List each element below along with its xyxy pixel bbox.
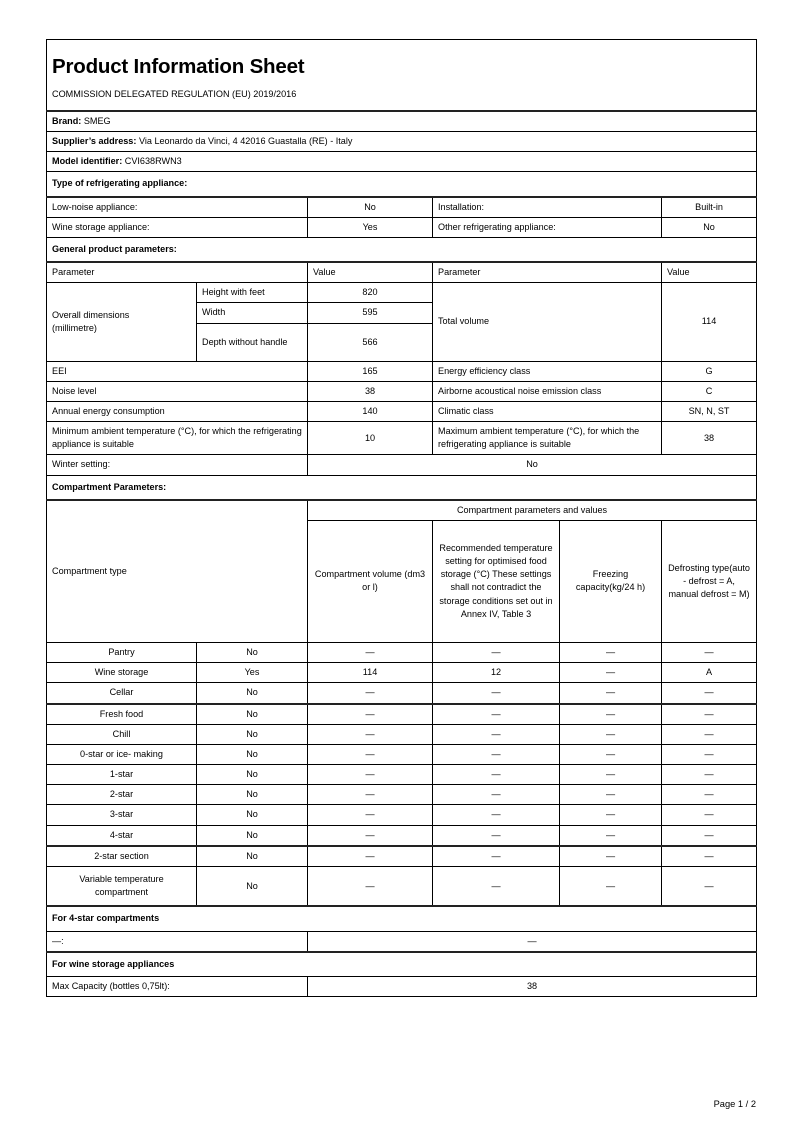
- compartment-freezing-chill: —: [560, 724, 662, 744]
- brand-label: Brand:: [52, 115, 82, 126]
- model-identifier-cell: [47, 152, 757, 172]
- compartment-type-header: Compartment type: [47, 500, 308, 643]
- compartment-temperature-2-star-section: —: [433, 846, 560, 867]
- brand-value: SMEG: [83, 115, 111, 126]
- compartment-present-2-star-section: No: [197, 846, 308, 867]
- compartment-freezing-variable-temperature: —: [560, 866, 662, 906]
- compartment-volume-chill: —: [308, 724, 433, 744]
- compartment-type-chill: Chill: [47, 724, 197, 744]
- noise-level-label: Noise level: [47, 381, 308, 401]
- compartment-values-group-header: Compartment parameters and values: [308, 500, 757, 521]
- compartment-group-header-row: [47, 500, 757, 521]
- airborne-noise-class-value: C: [662, 381, 757, 401]
- compartment-volume-fresh-food: —: [308, 704, 433, 725]
- compartment-volume-wine-storage: 114: [308, 663, 433, 683]
- table-row: [47, 744, 757, 764]
- ambient-temperature-row: [47, 422, 757, 455]
- compartment-defrosting-cellar: —: [662, 683, 757, 704]
- compartment-freezing-wine-storage: —: [560, 663, 662, 683]
- page-title: Product Information Sheet: [52, 55, 305, 78]
- width-label: Width: [197, 303, 308, 323]
- low-noise-label: Low-noise appliance:: [47, 197, 308, 218]
- width-value: 595: [308, 303, 433, 323]
- max-capacity-row: [47, 976, 757, 996]
- compartment-present-3-star: No: [197, 805, 308, 825]
- compartment-present-1-star: No: [197, 765, 308, 785]
- table-row: [47, 642, 757, 662]
- compartment-temperature-pantry: —: [433, 642, 560, 662]
- four-star-value: —: [308, 931, 757, 952]
- brand-row: [47, 111, 757, 132]
- max-capacity-label: Max Capacity (bottles 0,75lt):: [47, 976, 308, 996]
- compartment-present-2-star: No: [197, 785, 308, 805]
- model-identifier-label: Model identifier:: [52, 156, 123, 167]
- compartment-temperature-2-star: —: [433, 785, 560, 805]
- compartment-parameters-section-row: [47, 475, 757, 500]
- compartment-volume-0-star: —: [308, 744, 433, 764]
- max-capacity-value: 38: [308, 976, 757, 996]
- compartment-volume-header: Compartment volume (dm3 or l): [308, 520, 433, 642]
- general-parameters-header-row: [47, 262, 757, 283]
- low-noise-value: No: [308, 197, 433, 218]
- model-identifier-value: CVI638RWN3: [124, 156, 182, 167]
- compartment-volume-3-star: —: [308, 805, 433, 825]
- climatic-class-label: Climatic class: [433, 401, 662, 421]
- max-ambient-temperature-value: 38: [662, 422, 757, 455]
- table-row: [47, 846, 757, 867]
- compartment-type-2-star: 2-star: [47, 785, 197, 805]
- compartment-volume-cellar: —: [308, 683, 433, 704]
- freezing-capacity-header: Freezing capacity(kg/24 h): [560, 520, 662, 642]
- compartment-defrosting-variable-temperature: —: [662, 866, 757, 906]
- compartment-temperature-variable-temperature: —: [433, 866, 560, 906]
- supplier-address-value: Via Leonardo da Vinci, 4 42016 Guastalla (RE) - Italy: [138, 136, 353, 147]
- general-parameters-section-title: General product parameters:: [47, 237, 757, 262]
- four-star-section-title: For 4-star compartments: [47, 906, 757, 931]
- table-row: [47, 724, 757, 744]
- compartment-type-variable-temperature: Variable temperature compartment: [47, 866, 197, 906]
- compartment-type-fresh-food: Fresh food: [47, 704, 197, 725]
- table-row: [47, 765, 757, 785]
- climatic-class-value: SN, N, ST: [662, 401, 757, 421]
- annual-energy-consumption-row: [47, 401, 757, 421]
- table-row: [47, 825, 757, 846]
- min-ambient-temperature-label: Minimum ambient temperature (°C), for which the refrigerating appliance is suitable: [47, 422, 308, 455]
- compartment-volume-2-star-section: —: [308, 846, 433, 867]
- wine-storage-section-row: [47, 952, 757, 977]
- compartment-volume-variable-temperature: —: [308, 866, 433, 906]
- compartment-present-cellar: No: [197, 683, 308, 704]
- winter-setting-label: Winter setting:: [47, 455, 308, 475]
- compartment-volume-1-star: —: [308, 765, 433, 785]
- height-with-feet-value: 820: [308, 283, 433, 303]
- min-ambient-temperature-value: 10: [308, 422, 433, 455]
- compartment-present-wine-storage: Yes: [197, 663, 308, 683]
- defrosting-type-header: Defrosting type(auto - defrost = A, manual defrost = M): [662, 520, 757, 642]
- max-ambient-temperature-label: Maximum ambient temperature (°C), for which the refrigerating appliance is suitable: [433, 422, 662, 455]
- eei-row: [47, 361, 757, 381]
- energy-efficiency-class-label: Energy efficiency class: [433, 361, 662, 381]
- compartment-present-0-star: No: [197, 744, 308, 764]
- wine-storage-appliance-row: [47, 217, 757, 237]
- compartment-freezing-4-star: —: [560, 825, 662, 846]
- height-with-feet-label: Height with feet: [197, 283, 308, 303]
- winter-setting-value: No: [308, 455, 757, 475]
- annual-energy-consumption-label: Annual energy consumption: [47, 401, 308, 421]
- appliance-type-section-title: Type of refrigerating appliance:: [47, 172, 757, 197]
- annual-energy-consumption-value: 140: [308, 401, 433, 421]
- compartment-volume-pantry: —: [308, 642, 433, 662]
- compartment-defrosting-fresh-food: —: [662, 704, 757, 725]
- compartment-freezing-cellar: —: [560, 683, 662, 704]
- installation-value: Built-in: [662, 197, 757, 218]
- four-star-section-row: [47, 906, 757, 931]
- compartment-type-pantry: Pantry: [47, 642, 197, 662]
- title-cell: [47, 40, 757, 86]
- compartment-volume-4-star: —: [308, 825, 433, 846]
- eei-label: EEI: [47, 361, 308, 381]
- noise-level-value: 38: [308, 381, 433, 401]
- compartment-freezing-fresh-food: —: [560, 704, 662, 725]
- compartment-temperature-fresh-food: —: [433, 704, 560, 725]
- compartment-freezing-3-star: —: [560, 805, 662, 825]
- compartment-defrosting-1-star: —: [662, 765, 757, 785]
- overall-dimensions-label-line2: (millimetre): [52, 322, 97, 333]
- compartment-freezing-pantry: —: [560, 642, 662, 662]
- general-parameters-section-row: [47, 237, 757, 262]
- total-volume-label: Total volume: [433, 283, 662, 361]
- compartment-defrosting-3-star: —: [662, 805, 757, 825]
- installation-label: Installation:: [433, 197, 662, 218]
- compartment-present-fresh-food: No: [197, 704, 308, 725]
- header-value-left: Value: [308, 262, 433, 283]
- supplier-address-cell: [47, 132, 757, 152]
- low-noise-row: [47, 197, 757, 218]
- compartment-parameters-section-title: Compartment Parameters:: [47, 475, 757, 500]
- compartment-type-cellar: Cellar: [47, 683, 197, 704]
- table-row: [47, 785, 757, 805]
- supplier-address-label: Supplier’s address:: [52, 136, 137, 147]
- compartment-temperature-0-star: —: [433, 744, 560, 764]
- compartment-freezing-2-star: —: [560, 785, 662, 805]
- compartment-freezing-0-star: —: [560, 744, 662, 764]
- header-value-right: Value: [662, 262, 757, 283]
- appliance-type-section-row: [47, 172, 757, 197]
- title-row: [47, 40, 757, 86]
- page-footer: Page 1 / 2: [713, 1099, 756, 1109]
- compartment-freezing-1-star: —: [560, 765, 662, 785]
- overall-dimensions-height-row: [47, 283, 757, 303]
- model-identifier-row: [47, 152, 757, 172]
- compartment-defrosting-2-star: —: [662, 785, 757, 805]
- depth-without-handle-value: 566: [308, 323, 433, 361]
- compartment-temperature-1-star: —: [433, 765, 560, 785]
- header-parameter-left: Parameter: [47, 262, 308, 283]
- four-star-value-row: [47, 931, 757, 952]
- compartment-temperature-chill: —: [433, 724, 560, 744]
- table-row: [47, 663, 757, 683]
- compartment-defrosting-wine-storage: A: [662, 663, 757, 683]
- compartment-type-0-star: 0-star or ice- making: [47, 744, 197, 764]
- compartment-defrosting-chill: —: [662, 724, 757, 744]
- overall-dimensions-label-line1: Overall dimensions: [52, 309, 130, 320]
- compartment-present-chill: No: [197, 724, 308, 744]
- compartment-temperature-wine-storage: 12: [433, 663, 560, 683]
- compartment-defrosting-pantry: —: [662, 642, 757, 662]
- compartment-defrosting-4-star: —: [662, 825, 757, 846]
- other-refrigerating-appliance-label: Other refrigerating appliance:: [433, 217, 662, 237]
- winter-setting-row: [47, 455, 757, 475]
- compartment-temperature-cellar: —: [433, 683, 560, 704]
- regulation-reference: COMMISSION DELEGATED REGULATION (EU) 2019/2016: [47, 86, 757, 111]
- compartment-type-4-star: 4-star: [47, 825, 197, 846]
- noise-level-row: [47, 381, 757, 401]
- overall-dimensions-label: [47, 283, 197, 361]
- main-document-table: [46, 39, 757, 997]
- energy-efficiency-class-value: G: [662, 361, 757, 381]
- compartment-present-variable-temperature: No: [197, 866, 308, 906]
- table-row: [47, 704, 757, 725]
- wine-storage-section-title: For wine storage appliances: [47, 952, 757, 977]
- compartment-type-wine-storage: Wine storage: [47, 663, 197, 683]
- table-row: [47, 866, 757, 906]
- table-row: [47, 683, 757, 704]
- eei-value: 165: [308, 361, 433, 381]
- compartment-temperature-3-star: —: [433, 805, 560, 825]
- four-star-label: —:: [47, 931, 308, 952]
- regulation-row: [47, 86, 757, 111]
- table-row: [47, 805, 757, 825]
- compartment-temperature-4-star: —: [433, 825, 560, 846]
- airborne-noise-class-label: Airborne acoustical noise emission class: [433, 381, 662, 401]
- compartment-present-pantry: No: [197, 642, 308, 662]
- wine-storage-appliance-label: Wine storage appliance:: [47, 217, 308, 237]
- compartment-type-2-star-section: 2-star section: [47, 846, 197, 867]
- supplier-address-row: [47, 132, 757, 152]
- recommended-temperature-header: Recommended temperature setting for optimised food storage (°C) These settings shall not contradict the storage conditions set out in Annex IV, Table 3: [433, 520, 560, 642]
- compartment-present-4-star: No: [197, 825, 308, 846]
- compartment-type-1-star: 1-star: [47, 765, 197, 785]
- depth-without-handle-label: Depth without handle: [197, 323, 308, 361]
- total-volume-value: 114: [662, 283, 757, 361]
- other-refrigerating-appliance-value: No: [662, 217, 757, 237]
- compartment-defrosting-2-star-section: —: [662, 846, 757, 867]
- compartment-volume-2-star: —: [308, 785, 433, 805]
- compartment-freezing-2-star-section: —: [560, 846, 662, 867]
- compartment-type-3-star: 3-star: [47, 805, 197, 825]
- brand-cell: [47, 111, 757, 132]
- header-parameter-right: Parameter: [433, 262, 662, 283]
- compartment-defrosting-0-star: —: [662, 744, 757, 764]
- wine-storage-appliance-value: Yes: [308, 217, 433, 237]
